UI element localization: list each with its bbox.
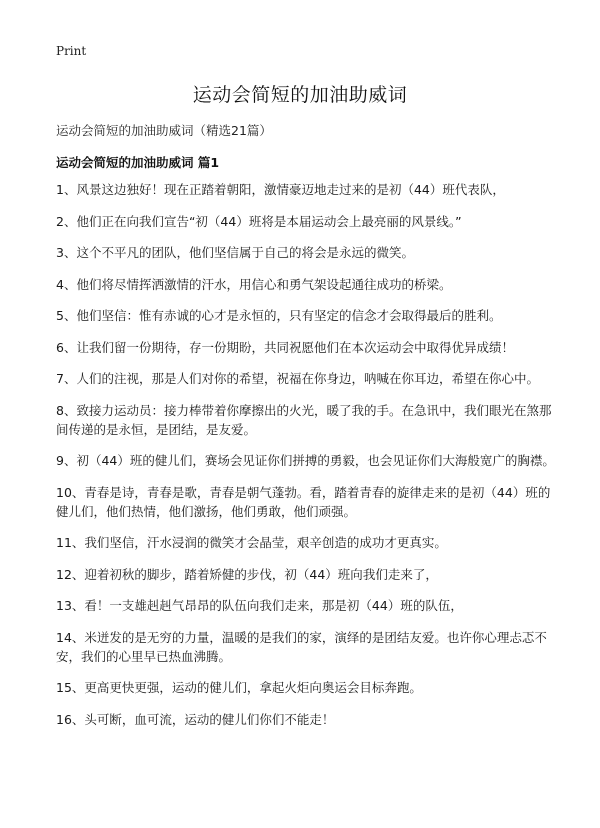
list-item: 10、青春是诗，青春是歌，青春是朝气蓬勃。看，踏着青春的旋律走来的是初（44）班的健儿们，他们热情，他们激扬，他们勇敢，他们顽强。 (56, 484, 551, 519)
list-item: 2、他们正在向我们宣告“初（44）班将是本届运动会上最亮丽的风景线。” (56, 213, 462, 229)
list-item: 13、看！一支雄赳赳气昂昂的队伍向我们走来，那是初（44）班的队伍， (56, 598, 463, 613)
list-item: 7、人们的注视，那是人们对你的希望，祝福在你身边，呐喊在你耳边，希望在你心中。 (56, 371, 539, 386)
list-item: 6、让我们留一份期待，存一份期盼，共同祝愿他们在本次运动会中取得优异成绩！ (56, 339, 514, 355)
list-item: 4、他们将尽情挥洒激情的汗水，用信心和勇气架设起通往成功的桥梁。 (56, 276, 452, 292)
list-item: 11、我们坚信，汗水浸润的微笑才会晶莹，艰辛创造的成功才更真实。 (56, 535, 447, 550)
print-link[interactable]: Print (56, 44, 87, 58)
list-item: 12、迎着初秋的脚步，踏着矫健的步伐，初（44）班向我们走来了， (56, 566, 438, 582)
cheer-list (56, 180, 556, 741)
list-item: 1、风景这边独好！现在正踏着朝阳，激情豪迈地走过来的是初（44）班代表队， (56, 182, 505, 197)
page-title: 运动会简短的加油助威词 (192, 84, 408, 106)
section-heading: 运动会简短的加油助威词 篇1 (56, 155, 220, 170)
list-item: 16、头可断，血可流，运动的健儿们你们不能走！ (56, 711, 335, 727)
list-item: 5、他们坚信：惟有赤诚的心才是永恒的，只有坚定的信念才会取得最后的胜利。 (56, 308, 502, 323)
list-item: 8、致接力运动员：接力棒带着你摩擦出的火光，暖了我的手。在急讯中，我们眼光在煞那间传递的是永恒，是团结，是友爱。 (56, 402, 552, 437)
subtitle: 运动会简短的加油助威词（精选21篇） (56, 123, 272, 138)
list-item: 15、更高更快更强，运动的健儿们，拿起火炬向奥运会目标奔跑。 (56, 680, 422, 695)
list-item: 3、这个不平凡的团队，他们坚信属于自己的将会是永远的微笑。 (56, 245, 414, 260)
list-item: 9、初（44）班的健儿们，赛场会见证你们拼搏的勇毅，也会见证你们大海般宽广的胸襟。 (56, 453, 555, 468)
list-item: 14、米迸发的是无穷的力量，温暖的是我们的家，演绎的是团结友爱。也许你心理忐忑不安，我们的心里早已热血沸腾。 (56, 629, 547, 664)
